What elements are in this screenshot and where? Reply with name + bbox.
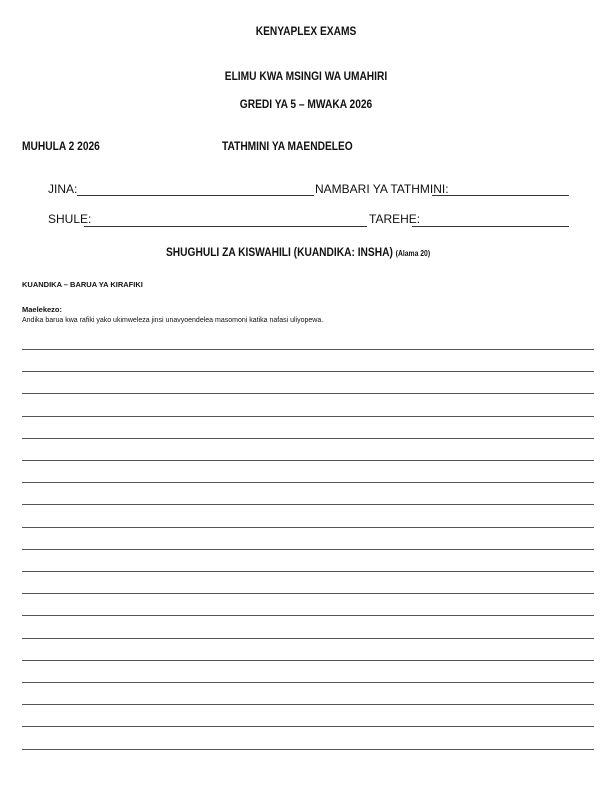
- writing-line[interactable]: [22, 416, 594, 417]
- writing-line[interactable]: [22, 660, 594, 661]
- writing-line[interactable]: [22, 726, 594, 727]
- writing-line[interactable]: [22, 504, 594, 505]
- section-marks: (Alama 20): [395, 249, 431, 258]
- writing-line[interactable]: [22, 438, 594, 439]
- writing-line[interactable]: [22, 549, 594, 550]
- writing-line[interactable]: [22, 615, 594, 616]
- writing-line[interactable]: [22, 393, 594, 394]
- instructions-label: Maelekezo:: [22, 305, 63, 314]
- assessment-number-input-line[interactable]: [432, 195, 569, 196]
- date-input-line[interactable]: [412, 226, 569, 227]
- writing-line[interactable]: [22, 749, 594, 750]
- section-title-row: [166, 245, 430, 259]
- writing-line[interactable]: [22, 571, 594, 572]
- writing-line[interactable]: [22, 460, 594, 461]
- writing-line[interactable]: [22, 682, 594, 683]
- name-field-row: [48, 182, 77, 196]
- writing-line[interactable]: [22, 371, 594, 372]
- date-label: TAREHE:: [369, 212, 421, 226]
- name-label: JINA:: [48, 182, 78, 196]
- school-label: SHULE:: [48, 212, 92, 226]
- curriculum-level: ELIMU KWA MSINGI WA UMAHIRI: [224, 69, 388, 83]
- section-title: SHUGHULI ZA KISWAHILI (KUANDIKA: INSHA): [166, 245, 393, 259]
- writing-line[interactable]: [22, 638, 594, 639]
- writing-line[interactable]: [22, 704, 594, 705]
- writing-line[interactable]: [22, 482, 594, 483]
- writing-line[interactable]: [22, 593, 594, 594]
- section-subtitle: KUANDIKA – BARUA YA KIRAFIKI: [22, 280, 143, 289]
- exam-provider: KENYAPLEX EXAMS: [255, 24, 357, 38]
- writing-line[interactable]: [22, 349, 594, 350]
- term-label: MUHULA 2 2026: [22, 139, 100, 153]
- assessment-type: TATHMINI YA MAENDELEO: [222, 139, 353, 153]
- school-input-line[interactable]: [84, 226, 367, 227]
- instructions-text: Andika barua kwa rafiki yako ukimweleza jinsi unavyoendelea masomoni katika nafasi uliyopewa.: [22, 317, 324, 324]
- writing-line[interactable]: [22, 527, 594, 528]
- grade-year: GREDI YA 5 – MWAKA 2026: [239, 97, 373, 111]
- assessment-number-label: NAMBARI YA TATHMINI:: [315, 182, 449, 196]
- name-input-line[interactable]: [77, 195, 314, 196]
